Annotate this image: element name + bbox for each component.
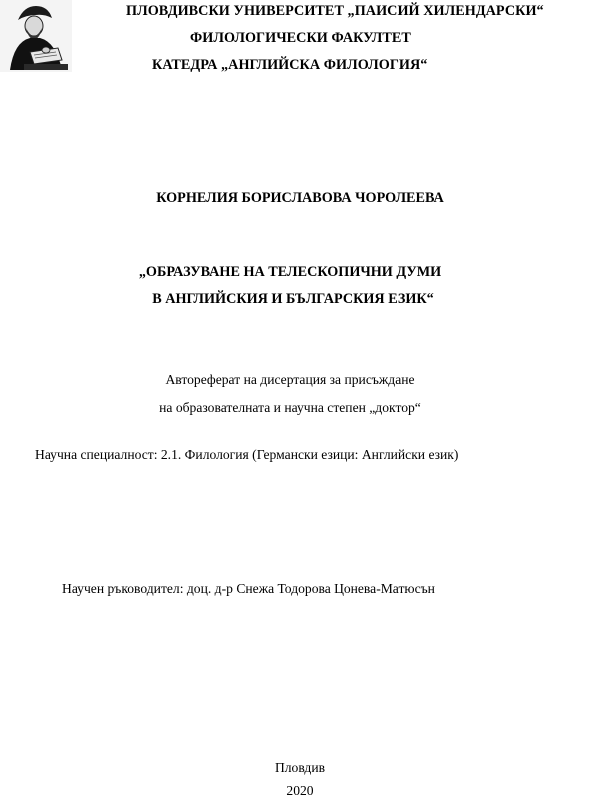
dissertation-title-line-1: „ОБРАЗУВАНЕ НА ТЕЛЕСКОПИЧНИ ДУМИ xyxy=(138,264,442,280)
city: Пловдив xyxy=(274,760,326,775)
abstract-description-line-2: на образователната и научна степен „доктор“ xyxy=(159,400,421,415)
scientific-supervisor: Научен ръководител: доц. д-р Снежа Тодорова Цонева-Матюсън xyxy=(62,581,435,596)
university-logo xyxy=(0,0,72,72)
university-name: ПЛОВДИВСКИ УНИВЕРСИТЕТ „ПАИСИЙ ХИЛЕНДАРСКИ“ xyxy=(126,3,544,19)
department-name: КАТЕДРА „АНГЛИЙСКА ФИЛОЛОГИЯ“ xyxy=(152,57,428,73)
portrait-icon xyxy=(0,0,72,72)
abstract-description-line-1: Автореферат на дисертация за присъждане xyxy=(165,372,415,387)
scientific-specialty: Научна специалност: 2.1. Филология (Германски езици: Английски език) xyxy=(35,447,459,462)
faculty-name: ФИЛОЛОГИЧЕСКИ ФАКУЛТЕТ xyxy=(190,30,411,46)
author-name: КОРНЕЛИЯ БОРИСЛАВОВА ЧОРОЛЕЕВА xyxy=(156,190,444,206)
year: 2020 xyxy=(286,783,314,798)
dissertation-title-line-2: В АНГЛИЙСКИЯ И БЪЛГАРСКИЯ ЕЗИК“ xyxy=(152,291,434,307)
